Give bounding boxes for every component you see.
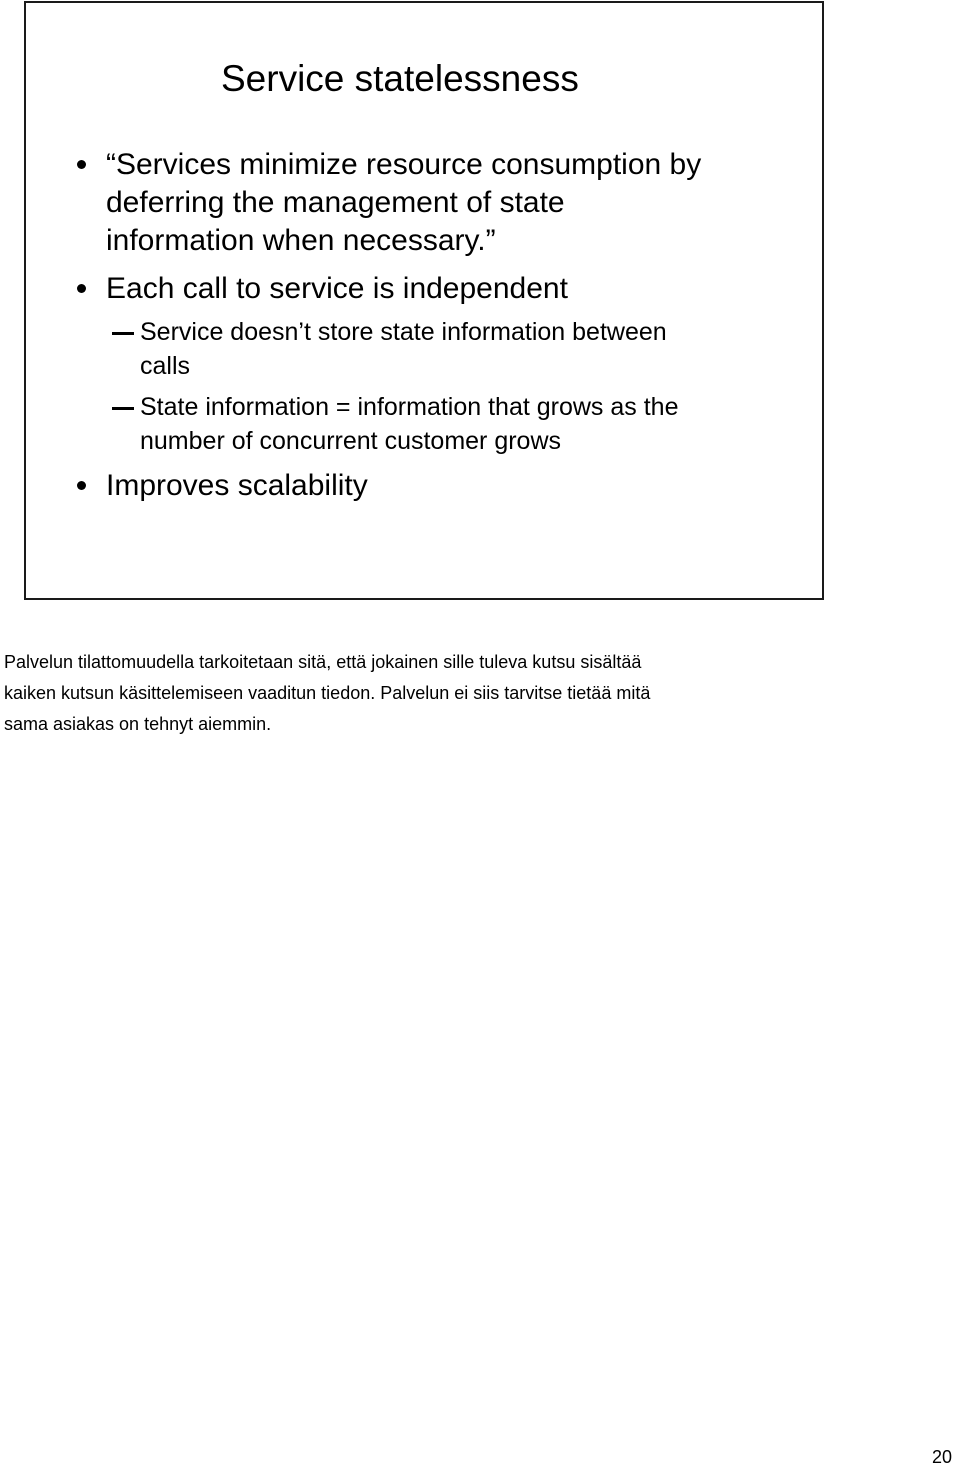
- bullet-line: Improves scalability: [106, 469, 368, 502]
- bullet-dot-icon: [77, 284, 86, 293]
- bullet-line: Each call to service is independent: [106, 272, 568, 305]
- sub-bullet-item: [140, 315, 667, 383]
- bullet-dot-icon: [77, 160, 86, 169]
- bullet-line: deferring the management of state: [106, 186, 565, 219]
- bullet-line: calls: [140, 352, 191, 380]
- sub-bullet-item: [140, 390, 678, 458]
- bullet-dash-icon: [112, 332, 134, 335]
- bullet-dash-icon: [112, 407, 134, 410]
- notes-line: sama asiakas on tehnyt aiemmin.: [4, 714, 272, 734]
- bullet-line: information when necessary.”: [106, 224, 496, 257]
- bullet-list: [26, 3, 822, 598]
- speaker-notes: [4, 647, 944, 740]
- bullet-line: “Services minimize resource consumption by: [106, 148, 702, 181]
- slide: [24, 1, 824, 600]
- bullet-line: State information = information that grows as the: [140, 393, 679, 421]
- bullet-item: [106, 146, 701, 260]
- slide-title: Service statelessness: [221, 58, 579, 99]
- bullet-line: number of concurrent customer grows: [140, 427, 562, 455]
- notes-line: Palvelun tilattomuudella tarkoitetaan sitä, että jokainen sille tuleva kutsu sisältää: [4, 652, 642, 672]
- page-number: 20: [931, 1447, 952, 1467]
- bullet-item: [106, 270, 568, 308]
- notes-line: kaiken kutsun käsittelemiseen vaaditun tiedon. Palvelun ei siis tarvitse tietää mitä: [4, 683, 651, 703]
- bullet-dot-icon: [77, 481, 86, 490]
- bullet-line: Service doesn’t store state information between: [140, 318, 667, 346]
- bullet-item: [106, 467, 368, 505]
